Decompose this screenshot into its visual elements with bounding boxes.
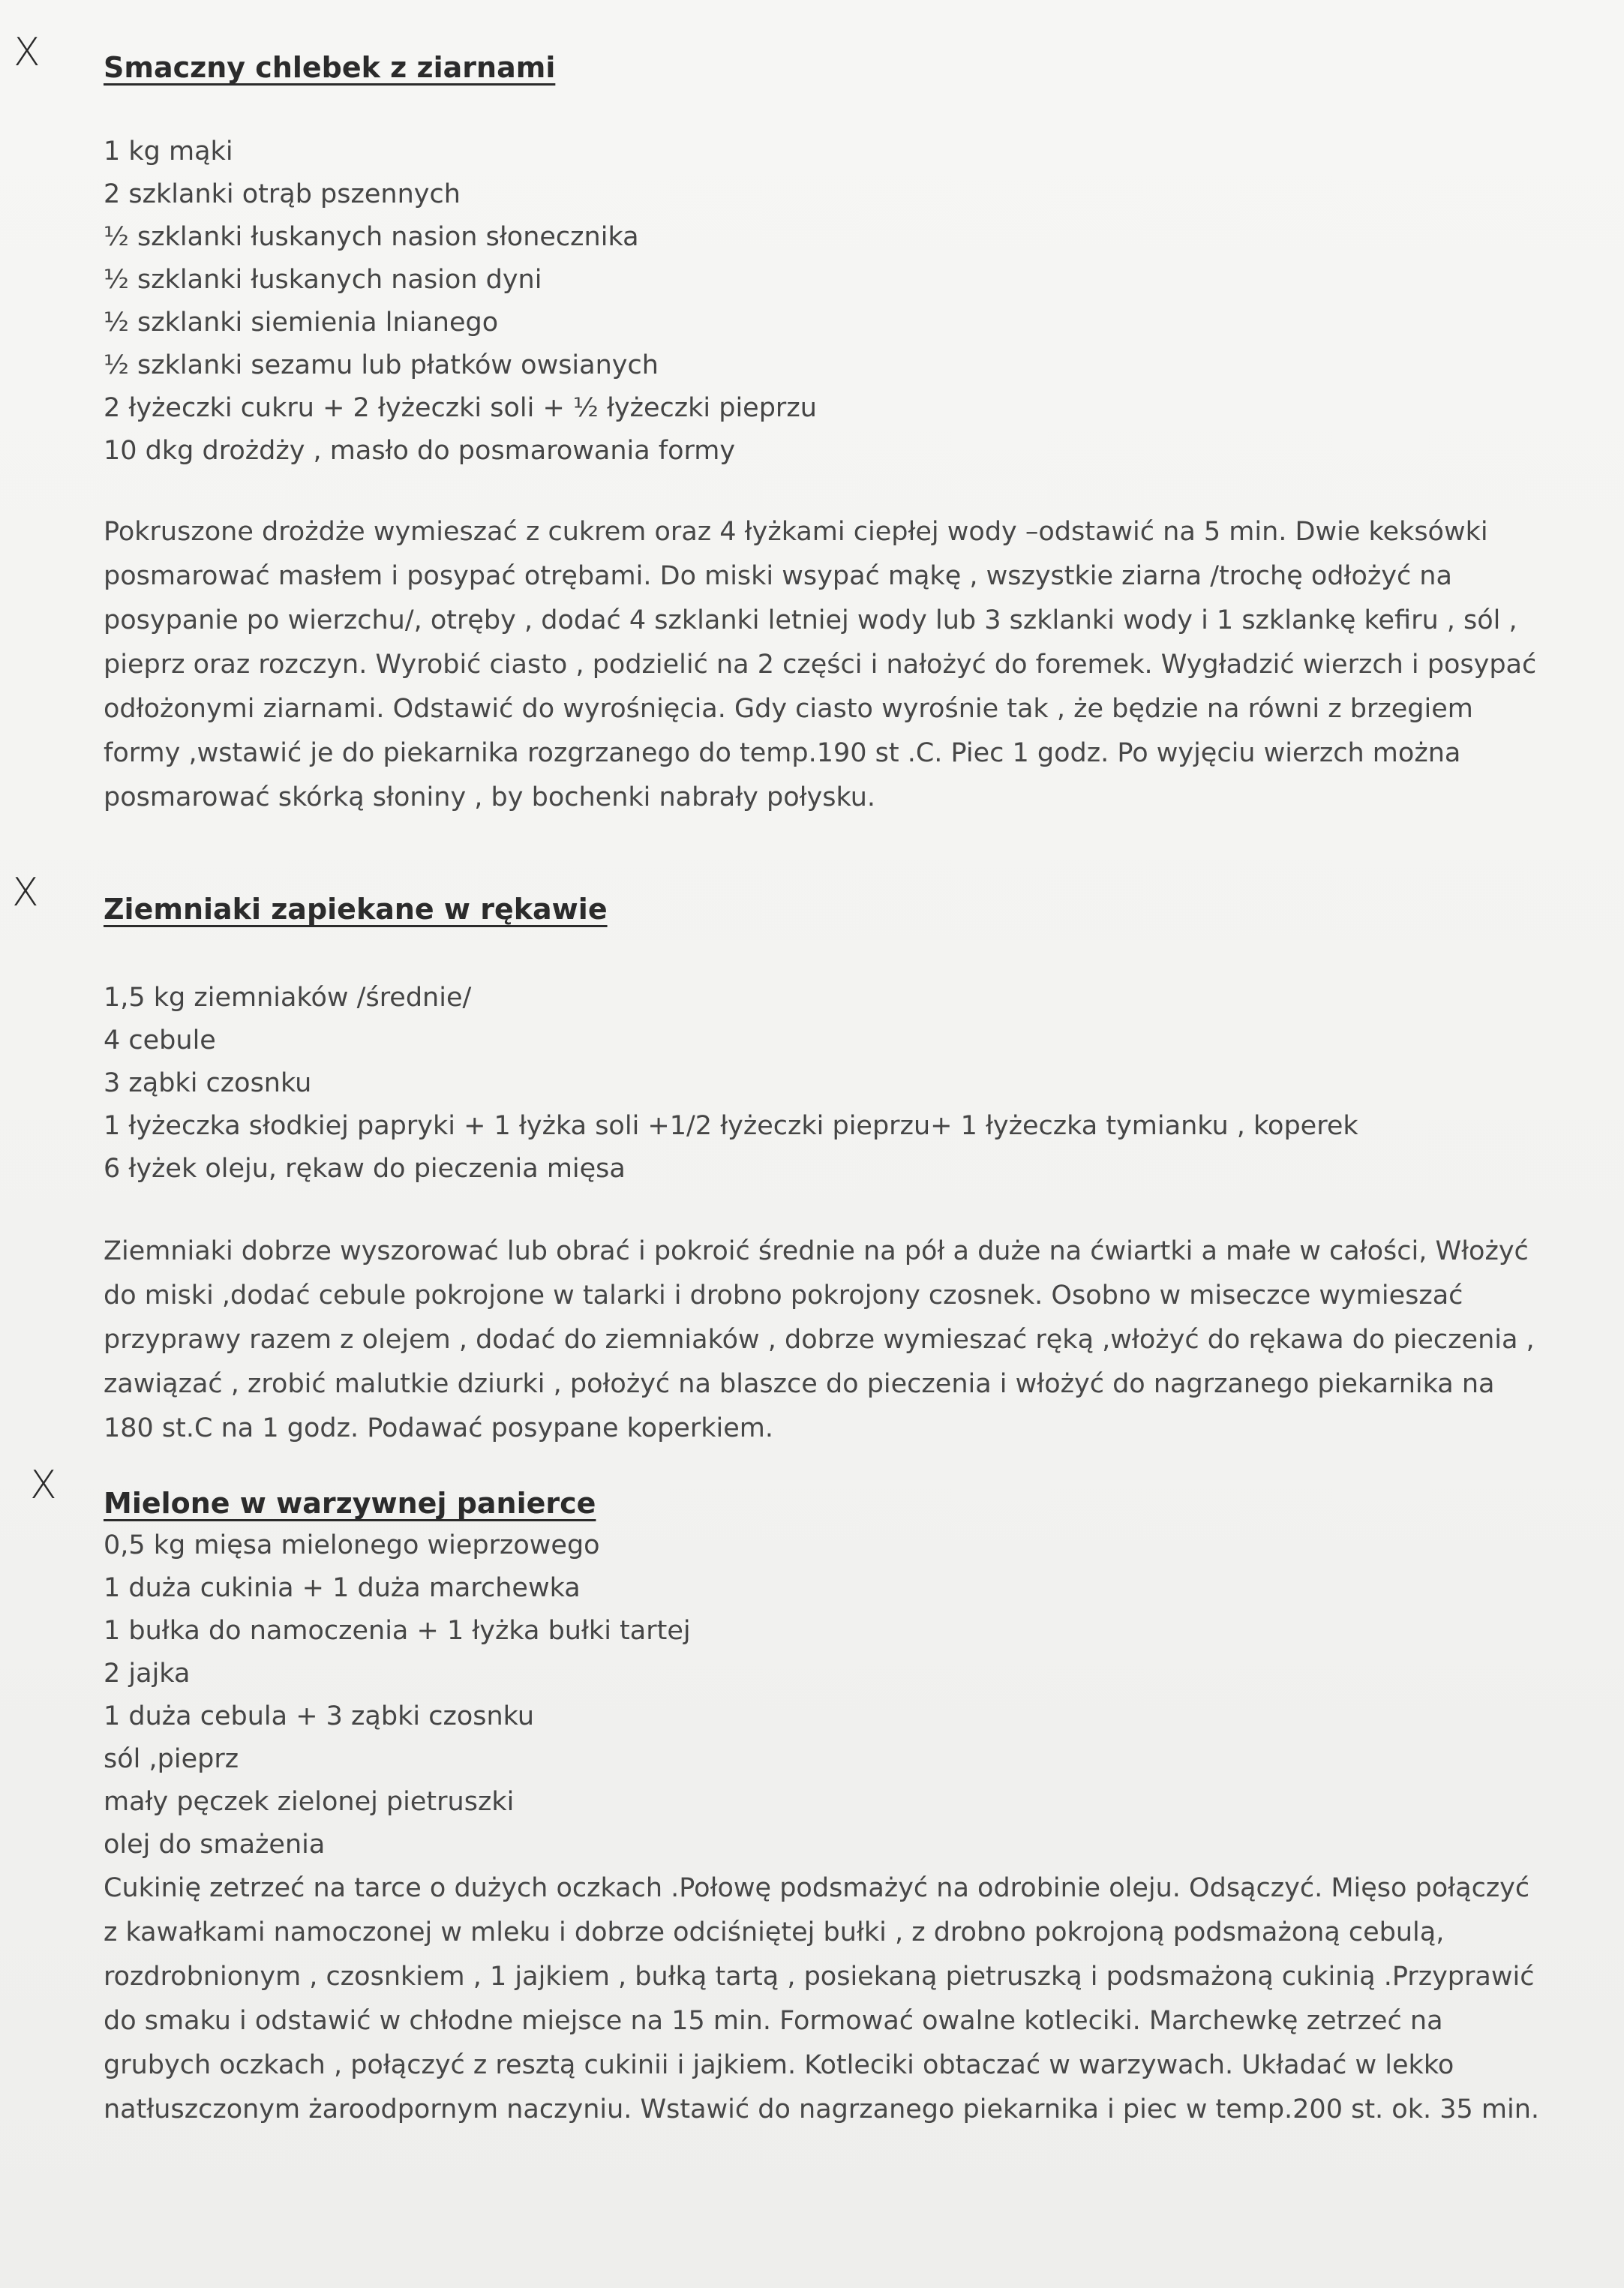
ingredient-item: 2 jajka [104, 1659, 191, 1689]
ingredient-item: 1 bułka do namoczenia + 1 łyżka bułki tartej [104, 1616, 691, 1646]
check-mark-icon: X [30, 1463, 57, 1508]
recipe-method: Pokruszone drożdże wymieszać z cukrem oraz 4 łyżkami ciepłej wody –odstawić na 5 min. Dwie keksówki posmarować masłem i posypać otrębami. Do miski wsypać mąkę , wszystkie ziarna /trochę odłożyć na posypanie po wierzchu/, otręby , dodać 4 szklanki letniej wody lub 3 szklanki wody i 1 szklankę kefiru , sól , pieprz oraz rozczyn. Wyrobić ciasto , podzielić na 2 części i nałożyć do foremek. Wygładzić wierzch i posypać odłożonymi ziarnami. Odstawić do wyrośnięcia. Gdy ciasto wyrośnie tak , że będzie na równi z brzegiem formy ,wstawić je do piekarnika rozgrzanego do temp.190 st .C. Piec 1 godz. Po wyjęciu wierzch można posmarować skórką słoniny , by bochenki nabrały połysku. [104, 517, 1537, 812]
recipe-section [104, 888, 1551, 1451]
recipe-title: Ziemniaki zapiekane w rękawie [104, 893, 608, 926]
ingredient-list [104, 977, 1551, 1191]
ingredient-item: ½ szklanki siemienia lnianego [104, 308, 499, 338]
check-mark-icon: X [14, 30, 41, 75]
ingredient-item: 1 duża cebula + 3 ząbki czosnku [104, 1701, 535, 1731]
ingredient-item: 3 ząbki czosnku [104, 1068, 312, 1098]
check-mark-icon: X [12, 870, 39, 915]
recipe-title: Mielone w warzywnej panierce [104, 1487, 596, 1520]
ingredient-item: 1 łyżeczka słodkiej papryki + 1 łyżka soli +1/2 łyżeczki pieprzu+ 1 łyżeczka tymianku , koperek [104, 1111, 1358, 1141]
ingredient-item: 1 duża cukinia + 1 duża marchewka [104, 1573, 581, 1603]
ingredient-list [104, 1524, 1551, 1866]
ingredient-item: 2 szklanki otrąb pszennych [104, 179, 461, 209]
ingredient-item: 1 kg mąki [104, 137, 233, 167]
ingredient-list [104, 131, 1551, 473]
recipe-title: Smaczny chlebek z ziarnami [104, 51, 556, 84]
recipe-method: Ziemniaki dobrze wyszorować lub obrać i pokroić średnie na pół a duże na ćwiartki a małe w całości, Włożyć do miski ,dodać cebule pokrojone w talarki i drobno pokrojony czosnek. Osobno w miseczce wymieszać przyprawy razem z olejem , dodać do ziemniaków , dobrze wymieszać ręką ,włożyć do rękawa do pieczenia , zawiązać , zrobić malutkie dziurki , położyć na blaszce do pieczenia i włożyć do nagrzanego piekarnika na 180 st.C na 1 godz. Podawać posypane koperkiem. [104, 1236, 1535, 1443]
ingredient-item: 10 dkg drożdży , masło do posmarowania formy [104, 436, 736, 466]
ingredient-item: 6 łyżek oleju, rękaw do pieczenia mięsa [104, 1154, 626, 1184]
ingredient-item: ½ szklanki łuskanych nasion słonecznika [104, 222, 639, 252]
recipe-section [104, 1482, 1551, 2132]
ingredient-item: 0,5 kg mięsa mielonego wieprzowego [104, 1530, 600, 1560]
ingredient-item: olej do smażenia [104, 1830, 326, 1860]
ingredient-item: 1,5 kg ziemniaków /średnie/ [104, 983, 472, 1013]
ingredient-item: 4 cebule [104, 1025, 216, 1055]
ingredient-item: ½ szklanki sezamu lub płatków owsianych [104, 350, 659, 380]
ingredient-item: ½ szklanki łuskanych nasion dyni [104, 265, 542, 295]
ingredient-item: 2 łyżeczki cukru + 2 łyżeczki soli + ½ łyżeczki pieprzu [104, 393, 817, 423]
ingredient-item: sól ,pieprz [104, 1744, 239, 1774]
recipe-section [104, 47, 1551, 820]
ingredient-item: mały pęczek zielonej pietruszki [104, 1787, 515, 1817]
recipe-method: Cukinię zetrzeć na tarce o dużych oczkach .Połowę podsmażyć na odrobinie oleju. Odsączyć. Mięso połączyć z kawałkami namoczonej w mleku i dobrze odciśniętej bułki , z drobno pokrojoną podsmażoną cebulą, rozdrobnionym , czosnkiem , 1 jajkiem , bułką tartą , posiekaną pietruszką i podsmażoną cukinią .Przyprawić do smaku i odstawić w chłodne miejsce na 15 min. Formować owalne kotleciki. Marchewkę zetrzeć na grubych oczkach , połączyć z resztą cukinii i jajkiem. Kotleciki obtaczać w warzywach. Układać w lekko natłuszczonym żaroodpornym naczyniu. Wstawić do nagrzanego piekarnika i piec w temp.200 st. ok. 35 min. [104, 1873, 1540, 2124]
